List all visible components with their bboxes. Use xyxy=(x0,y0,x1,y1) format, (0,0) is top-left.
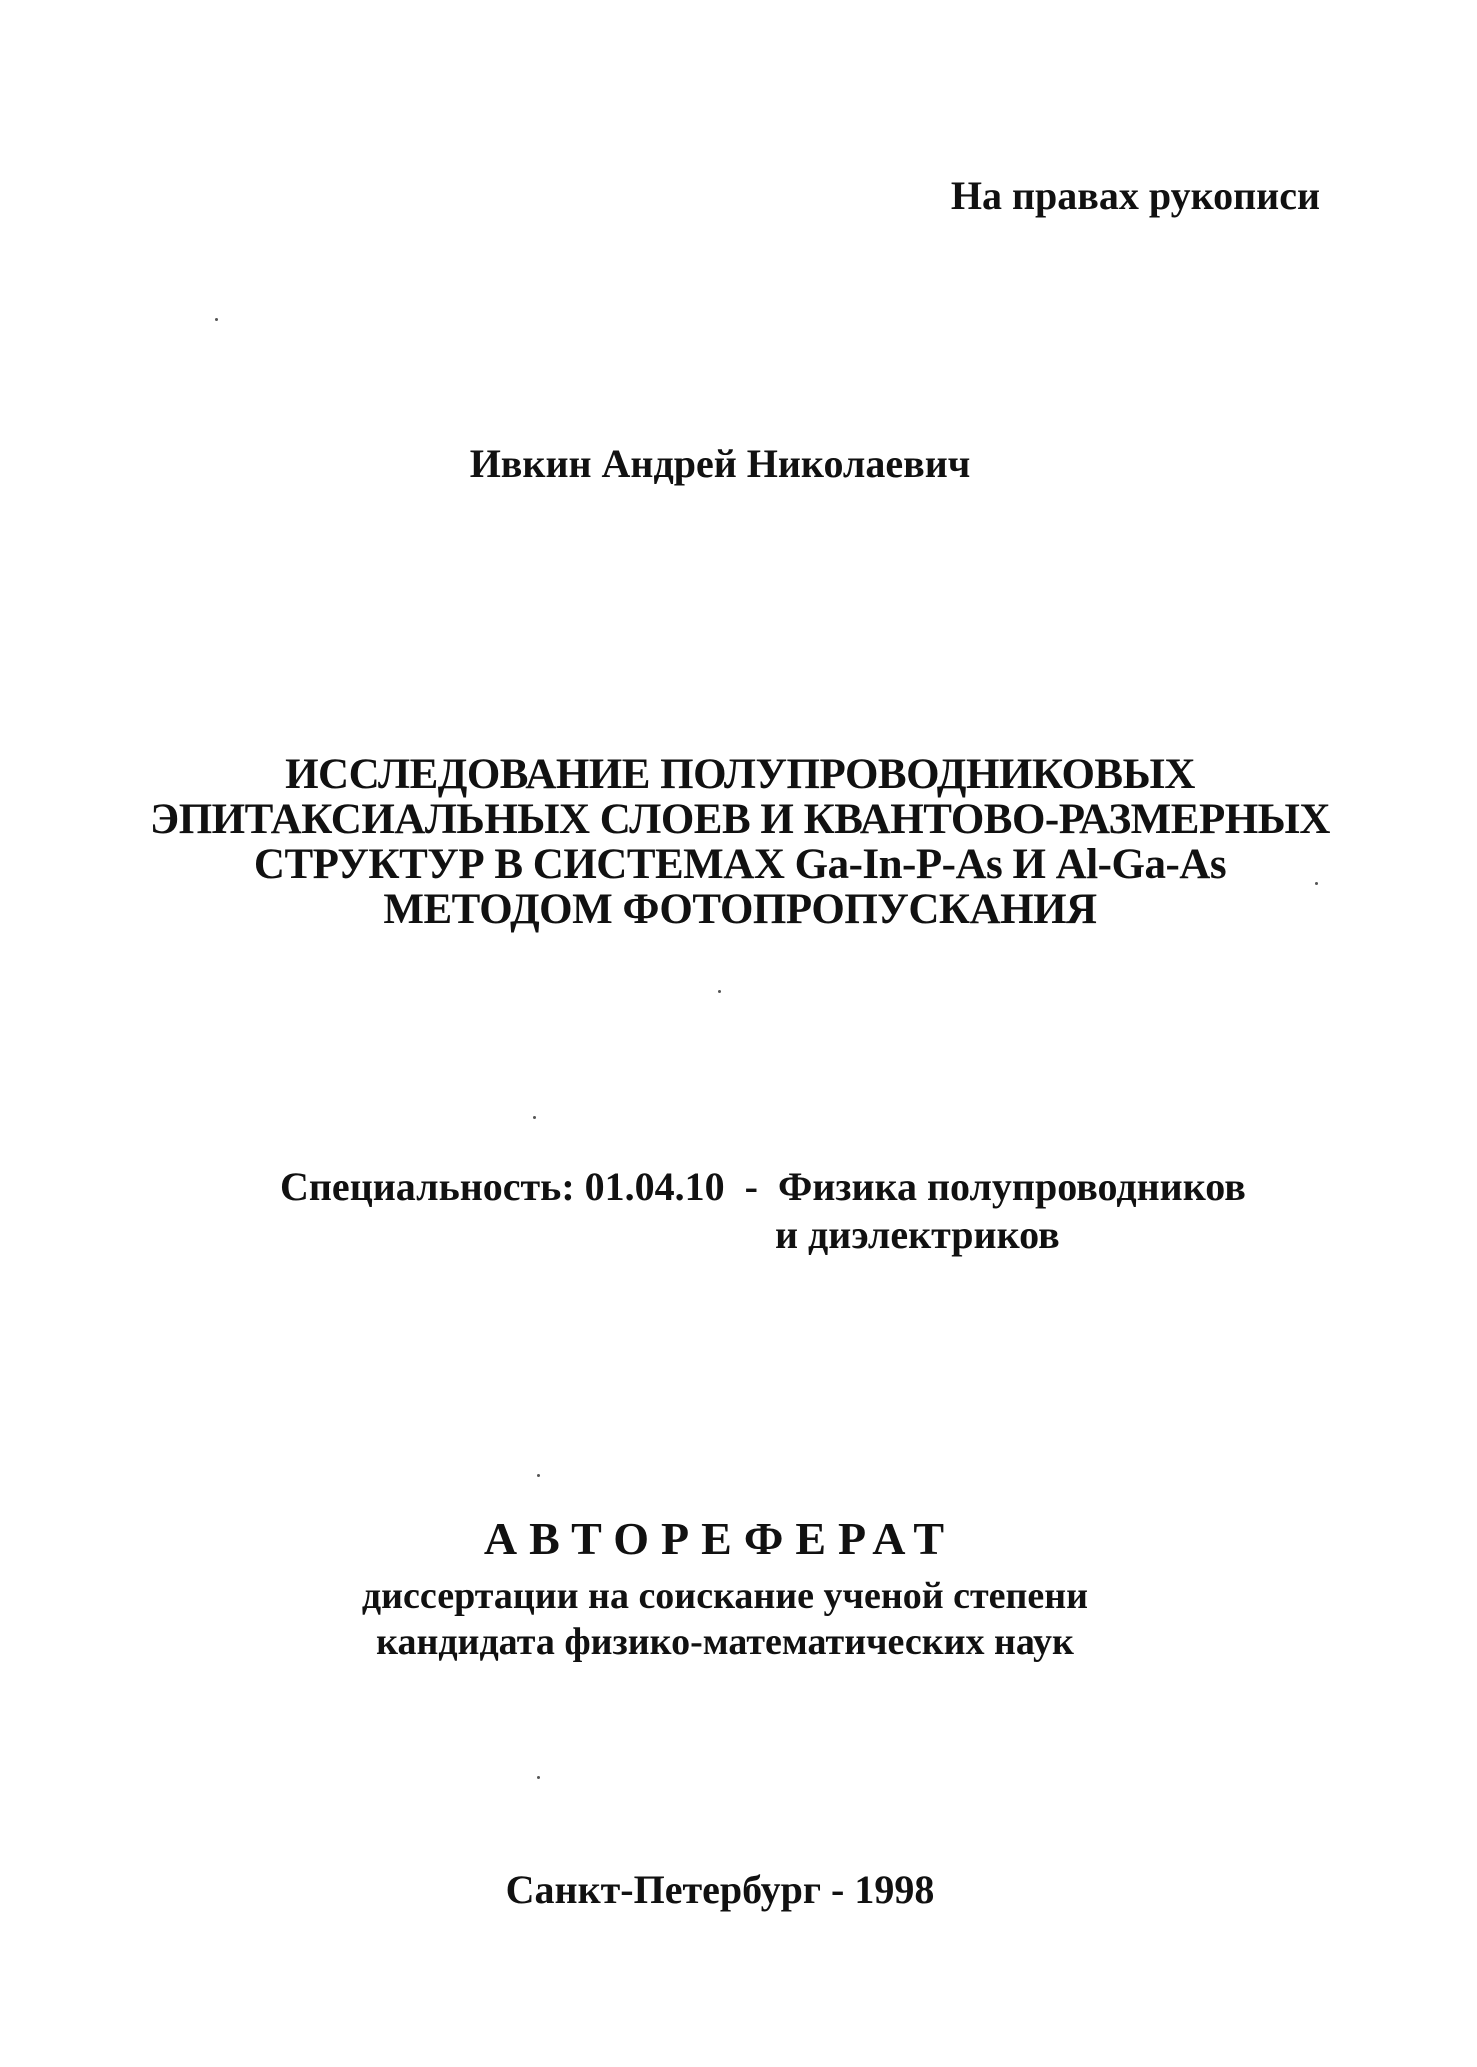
abstract-heading: АВТОРЕФЕРАТ xyxy=(483,1513,957,1564)
dissertation-title xyxy=(150,752,1330,933)
specialty-label: Специальность: xyxy=(280,1164,575,1209)
abstract-line: кандидата физико-математических наук xyxy=(376,1620,1074,1663)
scan-speck xyxy=(537,1474,540,1477)
specialty-row xyxy=(280,1163,1280,1210)
rights-label: На правах рукописи xyxy=(950,173,1320,218)
scan-speck xyxy=(718,990,721,993)
specialty-name-line1: Физика полупроводников xyxy=(777,1164,1246,1209)
scan-speck xyxy=(537,1776,540,1779)
specialty-separator: - xyxy=(744,1164,758,1209)
title-line: МЕТОДОМ ФОТОПРОПУСКАНИЯ xyxy=(383,886,1097,934)
author-name: Ивкин Андрей Николаевич xyxy=(469,441,971,486)
scan-speck xyxy=(215,318,218,321)
abstract-line: диссертации на соискание ученой степени xyxy=(361,1575,1089,1617)
city-year: Санкт-Петербург - 1998 xyxy=(505,1867,935,1912)
scan-speck xyxy=(533,1116,536,1119)
scan-speck xyxy=(1315,882,1318,885)
abstract-subtitle xyxy=(330,1574,1120,1665)
specialty-name-line2: и диэлектриков xyxy=(775,1212,1060,1257)
specialty-code: 01.04.10 xyxy=(584,1164,725,1209)
title-line: ИССЛЕДОВАНИЕ ПОЛУПРОВОДНИКОВЫХ xyxy=(285,751,1195,798)
title-line: СТРУКТУР В СИСТЕМАХ Ga-In-P-As И Al-Ga-As xyxy=(253,841,1227,889)
title-line: ЭПИТАКСИАЛЬНЫХ СЛОЕВ И КВАНТОВО-РАЗМЕРНЫХ xyxy=(150,796,1330,844)
specialty-block xyxy=(280,1163,1280,1257)
